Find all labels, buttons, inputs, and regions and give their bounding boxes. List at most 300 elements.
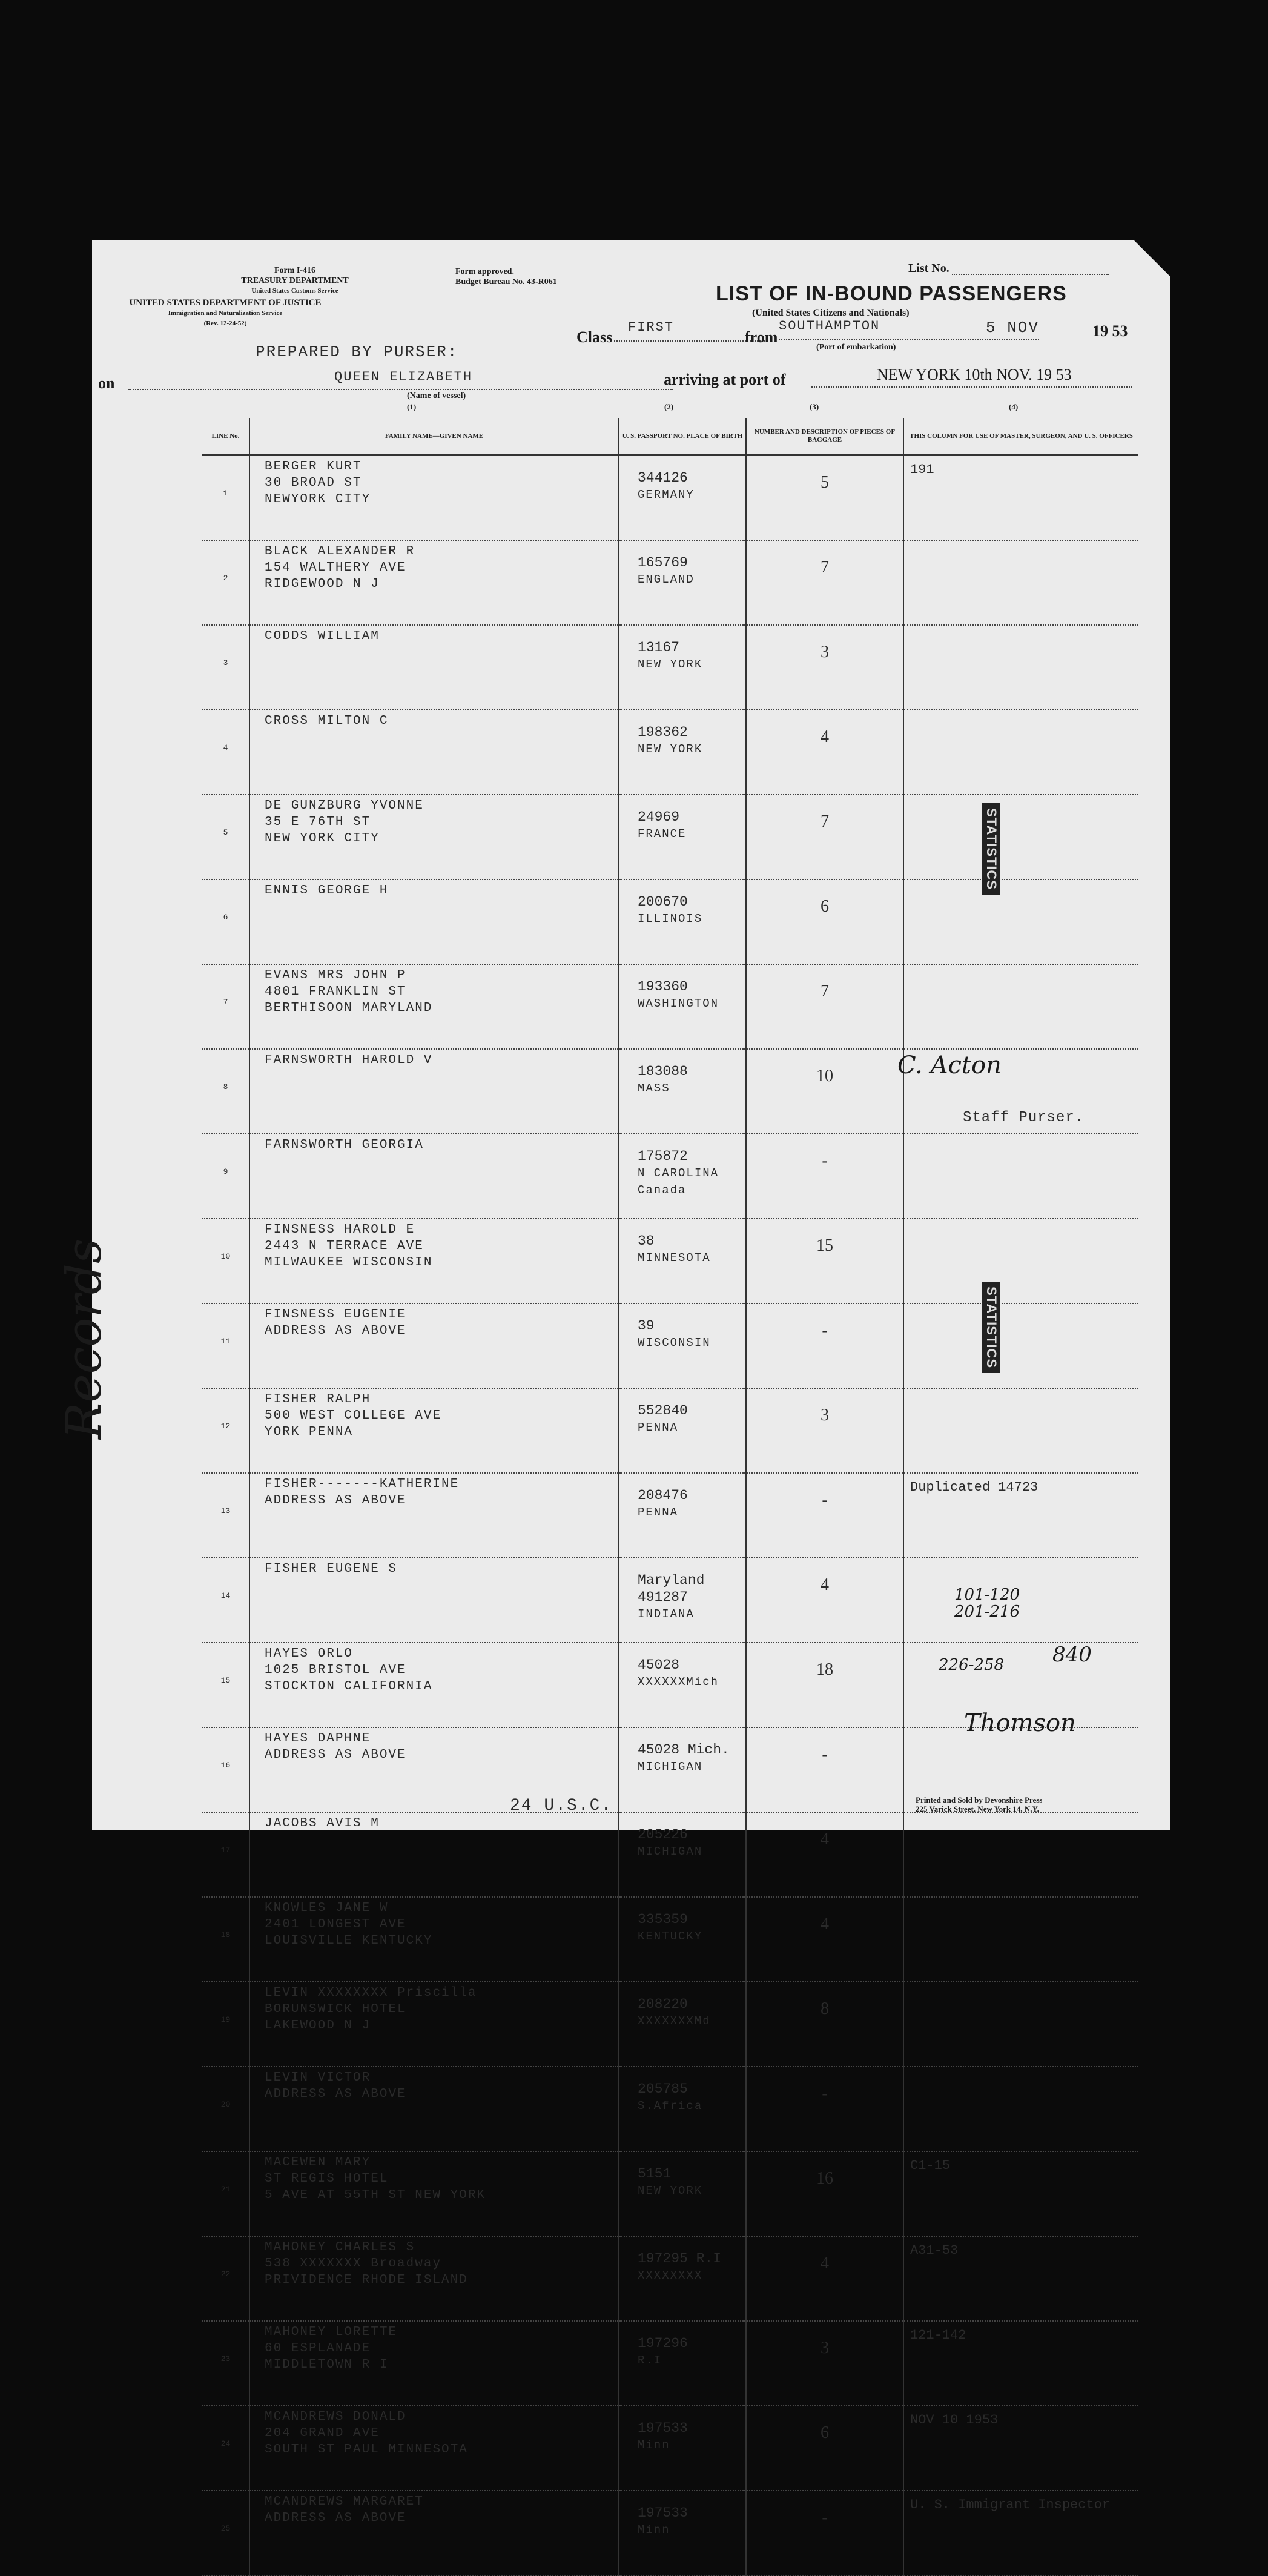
- line-number: 13: [202, 1473, 249, 1558]
- name-line: EVANS MRS JOHN P: [265, 968, 406, 982]
- name-line: FISHER EUGENE S: [265, 1562, 398, 1576]
- arriving-label: arriving at port of: [664, 371, 786, 388]
- form-page: [56, 240, 1170, 2537]
- name-line: ADDRESS AS ABOVE: [265, 2087, 406, 2101]
- form-number: Form I-416: [274, 266, 316, 275]
- line-number: 23: [202, 2321, 249, 2406]
- line-number: 15: [202, 1643, 249, 1727]
- justice-block: [98, 298, 352, 329]
- passport-cell: [619, 795, 746, 879]
- officer-note: [903, 1982, 1138, 2067]
- passport-number: 552840: [638, 1403, 688, 1419]
- printer-line-2: 225 Varick Street, New York 14, N.Y.: [916, 1804, 1039, 1813]
- records-handwriting: Records: [56, 1238, 112, 1439]
- name-line: RIDGEWOOD N J: [265, 577, 380, 591]
- table-row: [202, 2151, 1138, 2236]
- name-line: BERGER KURT: [265, 460, 362, 474]
- on-label: on: [98, 374, 115, 392]
- table-row: [202, 2236, 1138, 2321]
- baggage-count: 7: [746, 964, 903, 1049]
- passenger-name: [249, 2406, 619, 2491]
- inspector-signature: Thomson: [964, 1709, 1076, 1737]
- staff-purser-label: Staff Purser.: [963, 1110, 1085, 1126]
- officer-note: Duplicated 14723: [903, 1473, 1138, 1558]
- passport-number: 197533: [638, 2420, 688, 2436]
- passport-number: 208220: [638, 1996, 688, 2012]
- printer-line-1: Printed and Sold by Devonshire Press: [916, 1795, 1043, 1804]
- approval-block: [455, 267, 557, 287]
- name-line: JACOBS AVIS M: [265, 1816, 380, 1830]
- table-row: [202, 2067, 1138, 2151]
- name-line: LOUISVILLE KENTUCKY: [265, 1934, 433, 1948]
- place-of-birth: WASHINGTON: [638, 997, 719, 1010]
- officer-note: [903, 1897, 1138, 1982]
- line-number: 17: [202, 1812, 249, 1897]
- passport-number: 198362: [638, 724, 688, 740]
- place-of-birth: INDIANA: [638, 1608, 695, 1621]
- baggage-count: 7: [746, 795, 903, 879]
- passport-cell: [619, 2151, 746, 2236]
- place-of-birth: WISCONSIN: [638, 1336, 711, 1349]
- officer-note: 191: [903, 455, 1138, 541]
- passenger-name: [249, 625, 619, 710]
- line-number: 21: [202, 2151, 249, 2236]
- name-line: FINSNESS HAROLD E: [265, 1223, 415, 1237]
- name-line: FISHER-------KATHERINE: [265, 1477, 460, 1491]
- arrival-line: [811, 386, 1132, 388]
- passport-cell: [619, 1049, 746, 1134]
- name-line: 2443 N TERRACE AVE: [265, 1239, 424, 1253]
- place-of-birth: KENTUCKY: [638, 1930, 703, 1943]
- name-line: ADDRESS AS ABOVE: [265, 2511, 406, 2525]
- from-value: SOUTHAMPTON: [779, 319, 880, 334]
- place-of-birth: XXXXXXMich: [638, 1675, 719, 1689]
- name-line: KNOWLES JANE W: [265, 1901, 389, 1915]
- name-line: 500 WEST COLLEGE AVE: [265, 1409, 442, 1423]
- baggage-count: 4: [746, 710, 903, 795]
- name-line: NEWYORK CITY: [265, 492, 371, 506]
- passport-number: 335359: [638, 1912, 688, 1927]
- officer-note: U. S. Immigrant Inspector: [903, 2491, 1138, 2575]
- passport-cell: [619, 1303, 746, 1388]
- passenger-name: [249, 2321, 619, 2406]
- name-line: ENNIS GEORGE H: [265, 884, 389, 898]
- table-header: [202, 418, 1138, 455]
- name-line: HAYES DAPHNE: [265, 1732, 371, 1746]
- officer-note: [903, 2067, 1138, 2151]
- passport-cell: [619, 2321, 746, 2406]
- place-of-birth: XXXXXXXMd: [638, 2015, 711, 2028]
- passenger-name: [249, 2151, 619, 2236]
- baggage-count: 16: [746, 2151, 903, 2236]
- passenger-name: [249, 2491, 619, 2575]
- from-line: [779, 339, 1039, 340]
- arrival-value: NEW YORK 10th NOV. 19 53: [877, 366, 1072, 383]
- line-number: 19: [202, 1982, 249, 2067]
- vessel-line: [128, 389, 673, 390]
- place-of-birth: ILLINOIS: [638, 912, 703, 925]
- passenger-name: [249, 1473, 619, 1558]
- line-number: 25: [202, 2491, 249, 2575]
- passport-cell: [619, 1388, 746, 1473]
- officer-note: 121-142: [903, 2321, 1138, 2406]
- table-row: [202, 1473, 1138, 1558]
- line-number: 20: [202, 2067, 249, 2151]
- baggage-count: 4: [746, 1897, 903, 1982]
- name-line: MAHONEY CHARLES S: [265, 2240, 415, 2254]
- officer-note: [903, 710, 1138, 795]
- passport-cell: [619, 1897, 746, 1982]
- from-label: from: [745, 328, 778, 346]
- baggage-count: -: [746, 1303, 903, 1388]
- passport-cell: [619, 964, 746, 1049]
- line-number: 24: [202, 2406, 249, 2491]
- name-line: HAYES ORLO: [265, 1647, 354, 1661]
- place-of-birth: MICHIGAN: [638, 1845, 703, 1858]
- line-number: 18: [202, 1897, 249, 1982]
- hand-count: 840: [1052, 1643, 1092, 1667]
- place-of-birth: ENGLAND: [638, 573, 695, 586]
- passenger-name: [249, 1982, 619, 2067]
- revision-date: (Rev. 12-24-52): [203, 320, 247, 327]
- passenger-name: [249, 1643, 619, 1727]
- officer-note: NOV 10 1953: [903, 2406, 1138, 2491]
- line-number: 1: [202, 455, 249, 541]
- passport-number: 165769: [638, 555, 688, 571]
- name-line: FISHER RALPH: [265, 1392, 371, 1406]
- line-number: 5: [202, 795, 249, 879]
- passport-cell: [619, 625, 746, 710]
- col-baggage: NUMBER AND DESCRIPTION OF PIECES OF BAGGAGE: [746, 418, 903, 455]
- name-line: 30 BROAD ST: [265, 476, 362, 490]
- line-number: 2: [202, 540, 249, 625]
- name-line: STOCKTON CALIFORNIA: [265, 1680, 433, 1694]
- passport-cell: [619, 1812, 746, 1897]
- name-line: CROSS MILTON C: [265, 714, 389, 728]
- officer-note: A31-53: [903, 2236, 1138, 2321]
- col-name: FAMILY NAME—GIVEN NAME: [249, 418, 619, 455]
- baggage-count: 4: [746, 1812, 903, 1897]
- officer-note: [903, 540, 1138, 625]
- hand-range-2: 201-216: [954, 1603, 1020, 1621]
- printer-block: [916, 1795, 1042, 1813]
- vessel-label: (Name of vessel): [407, 391, 466, 400]
- hand-range-1: 101-120: [954, 1586, 1020, 1604]
- name-line: MCANDREWS DONALD: [265, 2410, 406, 2424]
- colnum-2: (2): [664, 402, 674, 411]
- statistics-stamp: STATISTICS: [982, 803, 1000, 895]
- name-line: MACEWEN MARY: [265, 2156, 371, 2170]
- class-label: Class: [576, 328, 613, 346]
- passenger-name: [249, 2236, 619, 2321]
- officer-note: [903, 1303, 1138, 1388]
- baggage-count: 7: [746, 540, 903, 625]
- table-row: [202, 625, 1138, 710]
- passport-cell: [619, 1643, 746, 1727]
- name-line: BORUNSWICK HOTEL: [265, 2002, 406, 2016]
- list-no-line: [952, 274, 1109, 275]
- name-line: NEW YORK CITY: [265, 832, 380, 846]
- name-line: MCANDREWS MARGARET: [265, 2495, 424, 2509]
- passport-cell: [619, 1558, 746, 1643]
- form-subtitle: (United States Citizens and Nationals): [752, 308, 910, 318]
- place-of-birth: PENNA: [638, 1506, 679, 1519]
- passport-cell: [619, 1134, 746, 1219]
- colnum-3: (3): [810, 402, 819, 411]
- line-number: 3: [202, 625, 249, 710]
- statistics-stamp: STATISTICS: [982, 1282, 1000, 1373]
- baggage-count: 18: [746, 1643, 903, 1727]
- name-line: 204 GRAND AVE: [265, 2426, 380, 2440]
- passport-number: 45028 Mich.: [638, 1742, 730, 1758]
- passenger-table: [202, 418, 1138, 2576]
- colnum-1: (1): [407, 402, 417, 411]
- baggage-count: -: [746, 2067, 903, 2151]
- name-line: FINSNESS EUGENIE: [265, 1308, 406, 1322]
- colnum-4: (4): [1009, 402, 1019, 411]
- passenger-name: [249, 540, 619, 625]
- officer-note: C1-15: [903, 2151, 1138, 2236]
- date-value: 5 NOV: [986, 319, 1040, 337]
- officer-note: [903, 625, 1138, 710]
- passport-cell: [619, 455, 746, 541]
- passenger-name: [249, 1303, 619, 1388]
- passport-cell: [619, 879, 746, 964]
- table-row: [202, 2321, 1138, 2406]
- name-line: 538 XXXXXXX Broadway: [265, 2257, 442, 2271]
- line-number: 8: [202, 1049, 249, 1134]
- name-line: LEVIN VICTOR: [265, 2071, 371, 2085]
- passport-number: 24969: [638, 809, 680, 825]
- passport-number: 193360: [638, 979, 688, 995]
- baggage-count: -: [746, 1473, 903, 1558]
- passport-number: 208476: [638, 1488, 688, 1503]
- passport-cell: [619, 2236, 746, 2321]
- baggage-count: 15: [746, 1219, 903, 1303]
- name-line: CODDS WILLIAM: [265, 629, 380, 643]
- baggage-count: 4: [746, 1558, 903, 1643]
- footer-code: 24 U.S.C.: [510, 1796, 613, 1815]
- passenger-name: [249, 710, 619, 795]
- name-line: ADDRESS AS ABOVE: [265, 1748, 406, 1762]
- name-line: BERTHISOON MARYLAND: [265, 1001, 433, 1015]
- place-of-birth: N CAROLINA Canada: [638, 1167, 719, 1197]
- passport-number: 175872: [638, 1148, 688, 1164]
- name-line: SOUTH ST PAUL MINNESOTA: [265, 2443, 468, 2457]
- name-line: LAKEWOOD N J: [265, 2019, 371, 2033]
- passenger-name: [249, 1134, 619, 1219]
- class-value: FIRST: [628, 320, 675, 335]
- hand-range-3: 226-258: [939, 1656, 1005, 1674]
- name-line: 1025 BRISTOL AVE: [265, 1663, 406, 1677]
- place-of-birth: Minn: [638, 2523, 670, 2537]
- baggage-count: -: [746, 1134, 903, 1219]
- name-line: 5 AVE AT 55TH ST NEW YORK: [265, 2188, 486, 2202]
- passport-number: 205226: [638, 1827, 688, 1843]
- passport-number: 13167: [638, 640, 680, 655]
- col-line-no: LINE No.: [202, 418, 249, 455]
- passenger-name: [249, 879, 619, 964]
- passport-cell: [619, 2067, 746, 2151]
- name-line: MAHONEY LORETTE: [265, 2325, 398, 2339]
- name-line: 35 E 76TH ST: [265, 815, 371, 829]
- passenger-name: [249, 455, 619, 541]
- line-number: 10: [202, 1219, 249, 1303]
- name-line: MILWAUKEE WISCONSIN: [265, 1256, 433, 1270]
- line-number: 12: [202, 1388, 249, 1473]
- baggage-count: 10: [746, 1049, 903, 1134]
- name-line: 4801 FRANKLIN ST: [265, 985, 406, 999]
- place-of-birth: MASS: [638, 1082, 670, 1095]
- passport-number: 344126: [638, 470, 688, 486]
- passport-number: 197533: [638, 2505, 688, 2521]
- baggage-count: -: [746, 1727, 903, 1812]
- passport-cell: [619, 1982, 746, 2067]
- line-number: 4: [202, 710, 249, 795]
- baggage-count: 5: [746, 455, 903, 541]
- passenger-name: [249, 964, 619, 1049]
- officer-note: [903, 1134, 1138, 1219]
- col-passport: U. S. PASSPORT NO. PLACE OF BIRTH: [619, 418, 746, 455]
- name-line: PRIVIDENCE RHODE ISLAND: [265, 2273, 468, 2287]
- table-row: [202, 1982, 1138, 2067]
- passenger-name: [249, 1558, 619, 1643]
- year-value: 19 53: [1092, 322, 1128, 340]
- passport-number: 45028: [638, 1657, 680, 1673]
- passport-cell: [619, 1473, 746, 1558]
- passport-number: Maryland 491287: [638, 1572, 705, 1605]
- form-agency-block: [186, 265, 404, 296]
- passport-cell: [619, 710, 746, 795]
- baggage-count: 3: [746, 625, 903, 710]
- col-officers: THIS COLUMN FOR USE OF MASTER, SURGEON, AND U. S. OFFICERS: [903, 418, 1138, 455]
- name-line: ADDRESS AS ABOVE: [265, 1494, 406, 1508]
- place-of-birth: FRANCE: [638, 827, 687, 841]
- table-row: [202, 1897, 1138, 1982]
- table-row: [202, 1388, 1138, 1473]
- passport-cell: [619, 1219, 746, 1303]
- name-line: BLACK ALEXANDER R: [265, 545, 415, 558]
- officer-note: [903, 879, 1138, 964]
- place-of-birth: GERMANY: [638, 488, 695, 502]
- passport-number: 39: [638, 1318, 655, 1334]
- place-of-birth: S.Africa: [638, 2099, 703, 2113]
- passport-cell: [619, 2491, 746, 2575]
- passenger-name: [249, 1388, 619, 1473]
- baggage-count: 3: [746, 1388, 903, 1473]
- baggage-count: 6: [746, 2406, 903, 2491]
- baggage-count: 4: [746, 2236, 903, 2321]
- officer-note: [903, 1388, 1138, 1473]
- ins-service: Immigration and Naturalization Service: [168, 310, 283, 317]
- baggage-count: 3: [746, 2321, 903, 2406]
- passport-number: 197296: [638, 2336, 688, 2351]
- baggage-count: 8: [746, 1982, 903, 2067]
- vessel-value: QUEEN ELIZABETH: [334, 369, 473, 385]
- name-line: LEVIN XXXXXXXX Priscilla: [265, 1986, 477, 2000]
- table-row: [202, 540, 1138, 625]
- table-row: [202, 2406, 1138, 2491]
- name-line: ST REGIS HOTEL: [265, 2172, 389, 2186]
- passenger-name: [249, 1897, 619, 1982]
- table-row: [202, 2491, 1138, 2575]
- passport-cell: [619, 540, 746, 625]
- name-line: 2401 LONGEST AVE: [265, 1918, 406, 1932]
- name-line: 154 WALTHERY AVE: [265, 561, 406, 575]
- passport-cell: [619, 2406, 746, 2491]
- table-row: [202, 710, 1138, 795]
- table-row: [202, 455, 1138, 541]
- passenger-name: [249, 1219, 619, 1303]
- place-of-birth: PENNA: [638, 1421, 679, 1434]
- budget-bureau: Budget Bureau No. 43-R061: [455, 277, 557, 286]
- line-number: 6: [202, 879, 249, 964]
- name-line: FARNSWORTH HAROLD V: [265, 1053, 433, 1067]
- passenger-name: [249, 795, 619, 879]
- name-line: YORK PENNA: [265, 1425, 354, 1439]
- place-of-birth: MINNESOTA: [638, 1251, 711, 1265]
- table-row: [202, 964, 1138, 1049]
- treasury-dept: TREASURY DEPARTMENT: [241, 276, 349, 285]
- prepared-by: PREPARED BY PURSER:: [256, 343, 458, 361]
- passport-number: 205785: [638, 2081, 688, 2097]
- table-row: [202, 1812, 1138, 1897]
- officer-note: [903, 1812, 1138, 1897]
- officer-note: [903, 964, 1138, 1049]
- officer-note: [903, 1558, 1138, 1643]
- line-number: 22: [202, 2236, 249, 2321]
- passenger-name: [249, 1049, 619, 1134]
- name-line: DE GUNZBURG YVONNE: [265, 799, 424, 813]
- folded-corner: [1134, 240, 1170, 276]
- table-row: [202, 1134, 1138, 1219]
- place-of-birth: XXXXXXXX: [638, 2269, 703, 2282]
- officer-note: [903, 1219, 1138, 1303]
- place-of-birth: R.I: [638, 2354, 662, 2367]
- place-of-birth: NEW YORK: [638, 2184, 703, 2197]
- line-number: 14: [202, 1558, 249, 1643]
- name-line: 60 ESPLANADE: [265, 2342, 371, 2356]
- port-embark-label: (Port of embarkation): [816, 343, 896, 352]
- passport-number: 38: [638, 1233, 655, 1249]
- name-line: FARNSWORTH GEORGIA: [265, 1138, 424, 1152]
- line-number: 11: [202, 1303, 249, 1388]
- place-of-birth: NEW YORK: [638, 658, 703, 671]
- passport-number: 200670: [638, 894, 688, 910]
- passenger-name: [249, 2067, 619, 2151]
- officer-note: [903, 795, 1138, 879]
- passenger-name: [249, 1812, 619, 1897]
- customs-service: United States Customs Service: [251, 287, 338, 294]
- place-of-birth: MICHIGAN: [638, 1760, 703, 1773]
- passport-cell: [619, 1727, 746, 1812]
- name-line: ADDRESS AS ABOVE: [265, 1324, 406, 1338]
- passport-number: 197295 R.I: [638, 2251, 722, 2266]
- place-of-birth: Minn: [638, 2439, 670, 2452]
- baggage-count: 6: [746, 879, 903, 964]
- line-number: 9: [202, 1134, 249, 1219]
- form-approved: Form approved.: [455, 267, 514, 276]
- purser-signature: C. Acton: [897, 1051, 1002, 1079]
- line-number: 16: [202, 1727, 249, 1812]
- name-line: MIDDLETOWN R I: [265, 2358, 389, 2372]
- place-of-birth: NEW YORK: [638, 743, 703, 756]
- list-no-label: List No.: [908, 262, 949, 275]
- line-number: 7: [202, 964, 249, 1049]
- passport-number: 5151: [638, 2166, 672, 2182]
- class-line: [614, 340, 765, 342]
- justice-dept: UNITED STATES DEPARTMENT OF JUSTICE: [129, 298, 322, 308]
